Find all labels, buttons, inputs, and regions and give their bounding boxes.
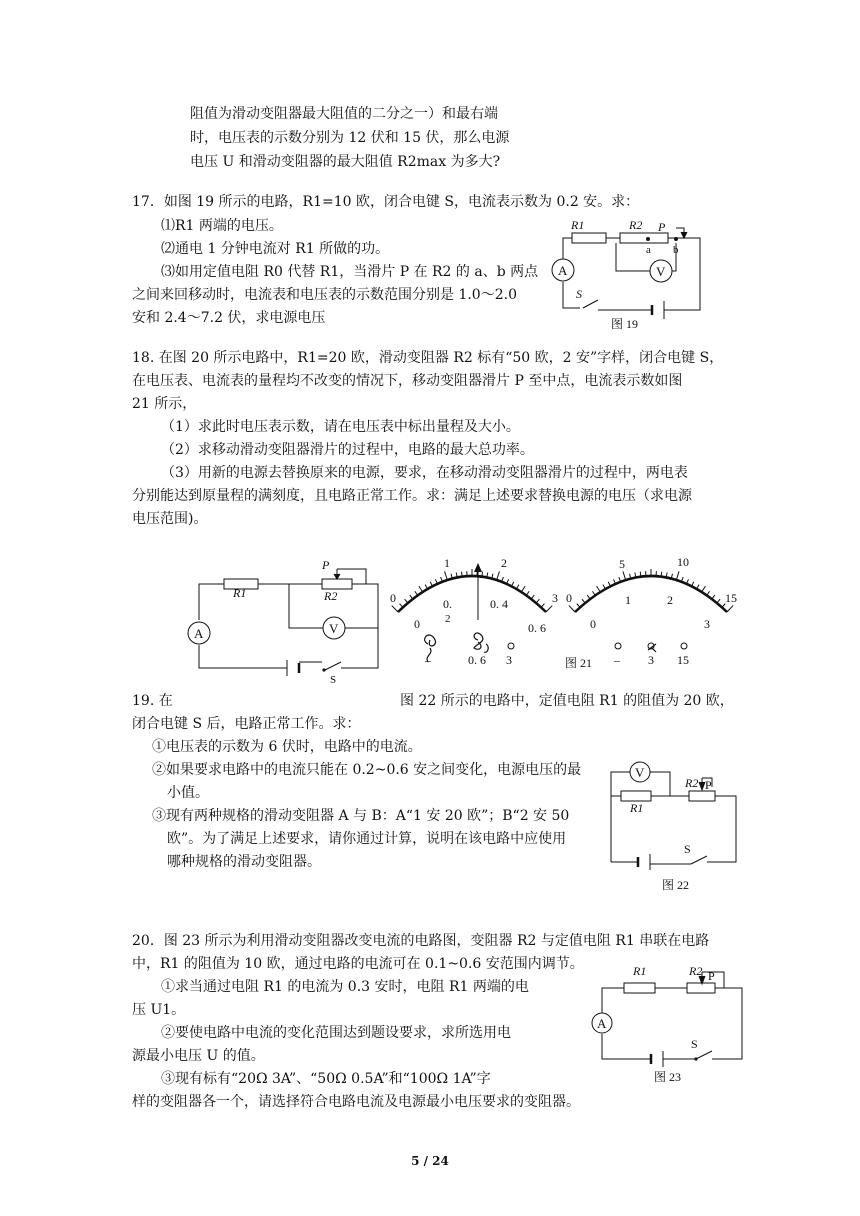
- scale-label: 3: [552, 591, 558, 605]
- scale-tick: [392, 606, 398, 612]
- scale-tick: [727, 605, 733, 612]
- scale-tick: [661, 572, 662, 577]
- question-17-line: 安和 2.4～7.2 伏，求电源电压: [132, 310, 326, 326]
- scale-tick: [531, 595, 534, 599]
- scale-tick: [405, 599, 408, 603]
- scale-tick: [597, 586, 601, 592]
- question-18-line: 18. 在图 20 所示电路中，R1=20 欧，滑动变阻器 R2 标有“50 欧，2 安”字样，闭合电键 S，: [132, 350, 724, 366]
- voltmeter-label: V: [329, 621, 339, 636]
- scale-tick: [717, 599, 720, 603]
- scale-tick: [707, 591, 710, 595]
- scale-tick: [497, 571, 500, 580]
- terminal-label: 3: [506, 653, 512, 667]
- terminal-label: 3: [648, 653, 654, 667]
- point-b-label: b: [673, 244, 679, 256]
- scale-tick: [461, 572, 462, 577]
- r2-label: R2: [324, 589, 338, 603]
- question-19-line: 19. 在: [132, 693, 173, 709]
- text-line: 阻值为滑动变阻器最大阻值的二分之一）和最右端: [190, 106, 498, 122]
- question-17-line: 17．如图 19 所示的电路，R1=10 欧，闭合电键 S，电流表示数为 0.2 安。求：: [132, 194, 640, 210]
- slider-label: P: [658, 220, 666, 234]
- ammeter-label: A: [558, 263, 568, 278]
- scale-label: 0: [414, 617, 420, 631]
- scale-label: 3: [704, 617, 710, 631]
- scale-label: 0. 4: [490, 597, 508, 611]
- scale-tick: [400, 604, 403, 608]
- figure-22-circuit: [600, 755, 750, 895]
- r2-label: R2: [629, 218, 643, 232]
- scale-tick: [577, 604, 580, 608]
- question-19-line: ③现有两种规格的滑动变阻器 A 与 B：A“1 安 20 欧”；B“2 安 50: [152, 808, 570, 824]
- scale-tick: [702, 586, 706, 592]
- scale-label: 2: [667, 593, 673, 607]
- question-18-line: 21 所示，: [132, 396, 197, 412]
- figure-caption: 图 23: [654, 1070, 682, 1084]
- question-20-line: ①求当通过电阻 R1 的电流为 0.3 安时，电阻 R1 两端的电: [161, 979, 529, 995]
- question-20-line: 源最小电压 U 的值。: [132, 1048, 265, 1064]
- scale-tick: [526, 591, 529, 595]
- r1-label: R1: [233, 586, 247, 600]
- question-19-line: 欧”。为了满足上述要求，请你通过计算，说明在该电路中应使用: [167, 831, 567, 847]
- scale-label: 2: [445, 613, 451, 625]
- question-17-line: ⑴R1 两端的电压。: [161, 218, 283, 234]
- r2-label: R2: [689, 964, 703, 978]
- scale-tick: [587, 595, 590, 599]
- scale-label: 0. 6: [528, 621, 546, 635]
- r1-label: R1: [633, 964, 647, 978]
- question-20-line: 20．图 23 所示为利用滑动变阻器改变电流的电路图，变阻器 R2 与定值电阻 R1 串联在电路: [132, 933, 710, 949]
- scale-tick: [623, 571, 626, 580]
- ammeter-label: A: [194, 626, 204, 641]
- figure-caption: 图 19: [611, 317, 639, 331]
- voltmeter-label: V: [656, 264, 666, 279]
- scale-label: 10: [677, 555, 689, 569]
- slider-label: P: [708, 969, 715, 983]
- question-19-line: ①电压表的示数为 6 伏时，电路中的电流。: [152, 739, 422, 755]
- r1-label: R1: [571, 218, 585, 232]
- switch-label: S: [330, 674, 337, 685]
- scale-tick: [410, 595, 413, 599]
- scale-label: 5: [619, 557, 625, 571]
- switch-label: S: [684, 842, 691, 856]
- figure-19-circuit: [540, 212, 715, 334]
- question-17-line: ⑶如用定值电阻 R0 代替 R1，当滑片 P 在 R2 的 a、b 两点: [161, 264, 539, 280]
- terminal-label: –: [425, 653, 431, 667]
- question-19-line: 小值。: [167, 785, 209, 801]
- slider-label: P: [705, 778, 712, 792]
- question-20-line: 压 U1。: [132, 1002, 186, 1018]
- voltmeter-dial: [565, 555, 737, 670]
- question-19-line: 哪种规格的滑动变阻器。: [167, 854, 321, 870]
- scale-tick: [569, 605, 575, 612]
- figure-21-meters: [385, 550, 745, 670]
- terminal-label: 15: [677, 653, 689, 667]
- ammeter-dial: [390, 556, 558, 667]
- point-a-label: a: [646, 244, 651, 256]
- question-18-line: （1）求此时电压表示数，请在电压表中标出量程及大小。: [161, 419, 520, 435]
- scale-label: 0: [390, 591, 396, 605]
- scale-label: 0.: [443, 597, 452, 611]
- scale-tick: [541, 604, 544, 608]
- scale-tick: [445, 571, 448, 580]
- switch-label: S: [691, 1037, 698, 1051]
- scale-tick: [546, 606, 552, 612]
- terminal-label: –: [614, 653, 620, 667]
- scale-tick: [640, 572, 641, 577]
- scale-tick: [582, 599, 585, 603]
- figure-23-circuit: [585, 960, 750, 1085]
- question-18-line: （2）求移动滑动变阻器滑片的过程中，电路的最大总功率。: [161, 442, 534, 458]
- scale-tick: [482, 572, 483, 577]
- scale-label: 1: [444, 556, 450, 570]
- voltmeter-label: V: [635, 765, 645, 780]
- question-19-line: 闭合电键 S 后，电路正常工作。求：: [132, 716, 361, 732]
- question-18-line: 分别能达到原量程的满刻度，且电路正常工作。求：满足上述要求替换电源的电压（求电源: [132, 488, 692, 504]
- question-20-line: 中，R1 的阻值为 10 欧，通过电路的电流可在 0.1~0.6 安范围内调节。: [132, 956, 584, 972]
- question-18-line: 在电压表、电流表的量程均不改变的情况下，移动变阻器滑片 P 至中点，电流表示数如图: [132, 373, 683, 389]
- scale-label: 2: [501, 556, 507, 570]
- r2-label: R2: [685, 776, 699, 790]
- ammeter-label: A: [597, 1016, 607, 1031]
- question-19-line: 图 22 所示的电路中，定值电阻 R1 的阻值为 20 欧，: [400, 693, 734, 709]
- question-17-line: ⑵通电 1 分钟电流对 R1 所做的功。: [161, 241, 390, 257]
- page-number: 5 / 24: [411, 1154, 449, 1168]
- scale-tick: [415, 591, 418, 595]
- switch-label: S: [576, 287, 582, 301]
- r1-label: R1: [630, 801, 644, 815]
- question-20-line: ③现有标有“20Ω 3A”、“50Ω 0.5A”和“100Ω 1A”字: [161, 1071, 491, 1087]
- scale-tick: [676, 571, 679, 580]
- question-17-line: 之间来回移动时，电流表和电压表的示数范围分别是 1.0～2.0: [132, 287, 517, 303]
- scale-tick: [536, 599, 539, 603]
- question-20-line: ②要使电路中电流的变化范围达到题设要求，求所选用电: [161, 1025, 511, 1041]
- figure-caption: 图 22: [662, 878, 690, 892]
- question-19-line: ②如果要求电路中的电流只能在 0.2~0.6 安之间变化，电源电压的最: [152, 762, 582, 778]
- scale-label: 15: [725, 591, 737, 605]
- text-line: 时，电压表的示数分别为 12 伏和 15 伏，那么电源: [190, 130, 510, 146]
- figure-caption: 图 21: [565, 656, 593, 670]
- scale-tick: [592, 591, 595, 595]
- scale-label: 0: [590, 617, 596, 631]
- question-18-line: 电压范围)。: [132, 511, 208, 527]
- figure-20-circuit: [180, 555, 385, 685]
- question-18-line: （3）用新的电源去替换原来的电源，要求，在移动滑动变阻器滑片的过程中，两电表: [161, 465, 688, 481]
- scale-label: 0: [566, 591, 572, 605]
- scale-tick: [712, 595, 715, 599]
- scale-label: 1: [625, 593, 631, 607]
- scale-tick: [521, 586, 525, 592]
- text-line: 电压 U 和滑动变阻器的最大阻值 R2max 为多大?: [190, 154, 501, 170]
- scale-tick: [419, 586, 423, 592]
- question-20-line: 样的变阻器各一个，请选择符合电路电流及电源最小电压要求的变阻器。: [132, 1094, 580, 1110]
- terminal-label: 0. 6: [468, 653, 486, 667]
- slider-label: P: [322, 558, 330, 572]
